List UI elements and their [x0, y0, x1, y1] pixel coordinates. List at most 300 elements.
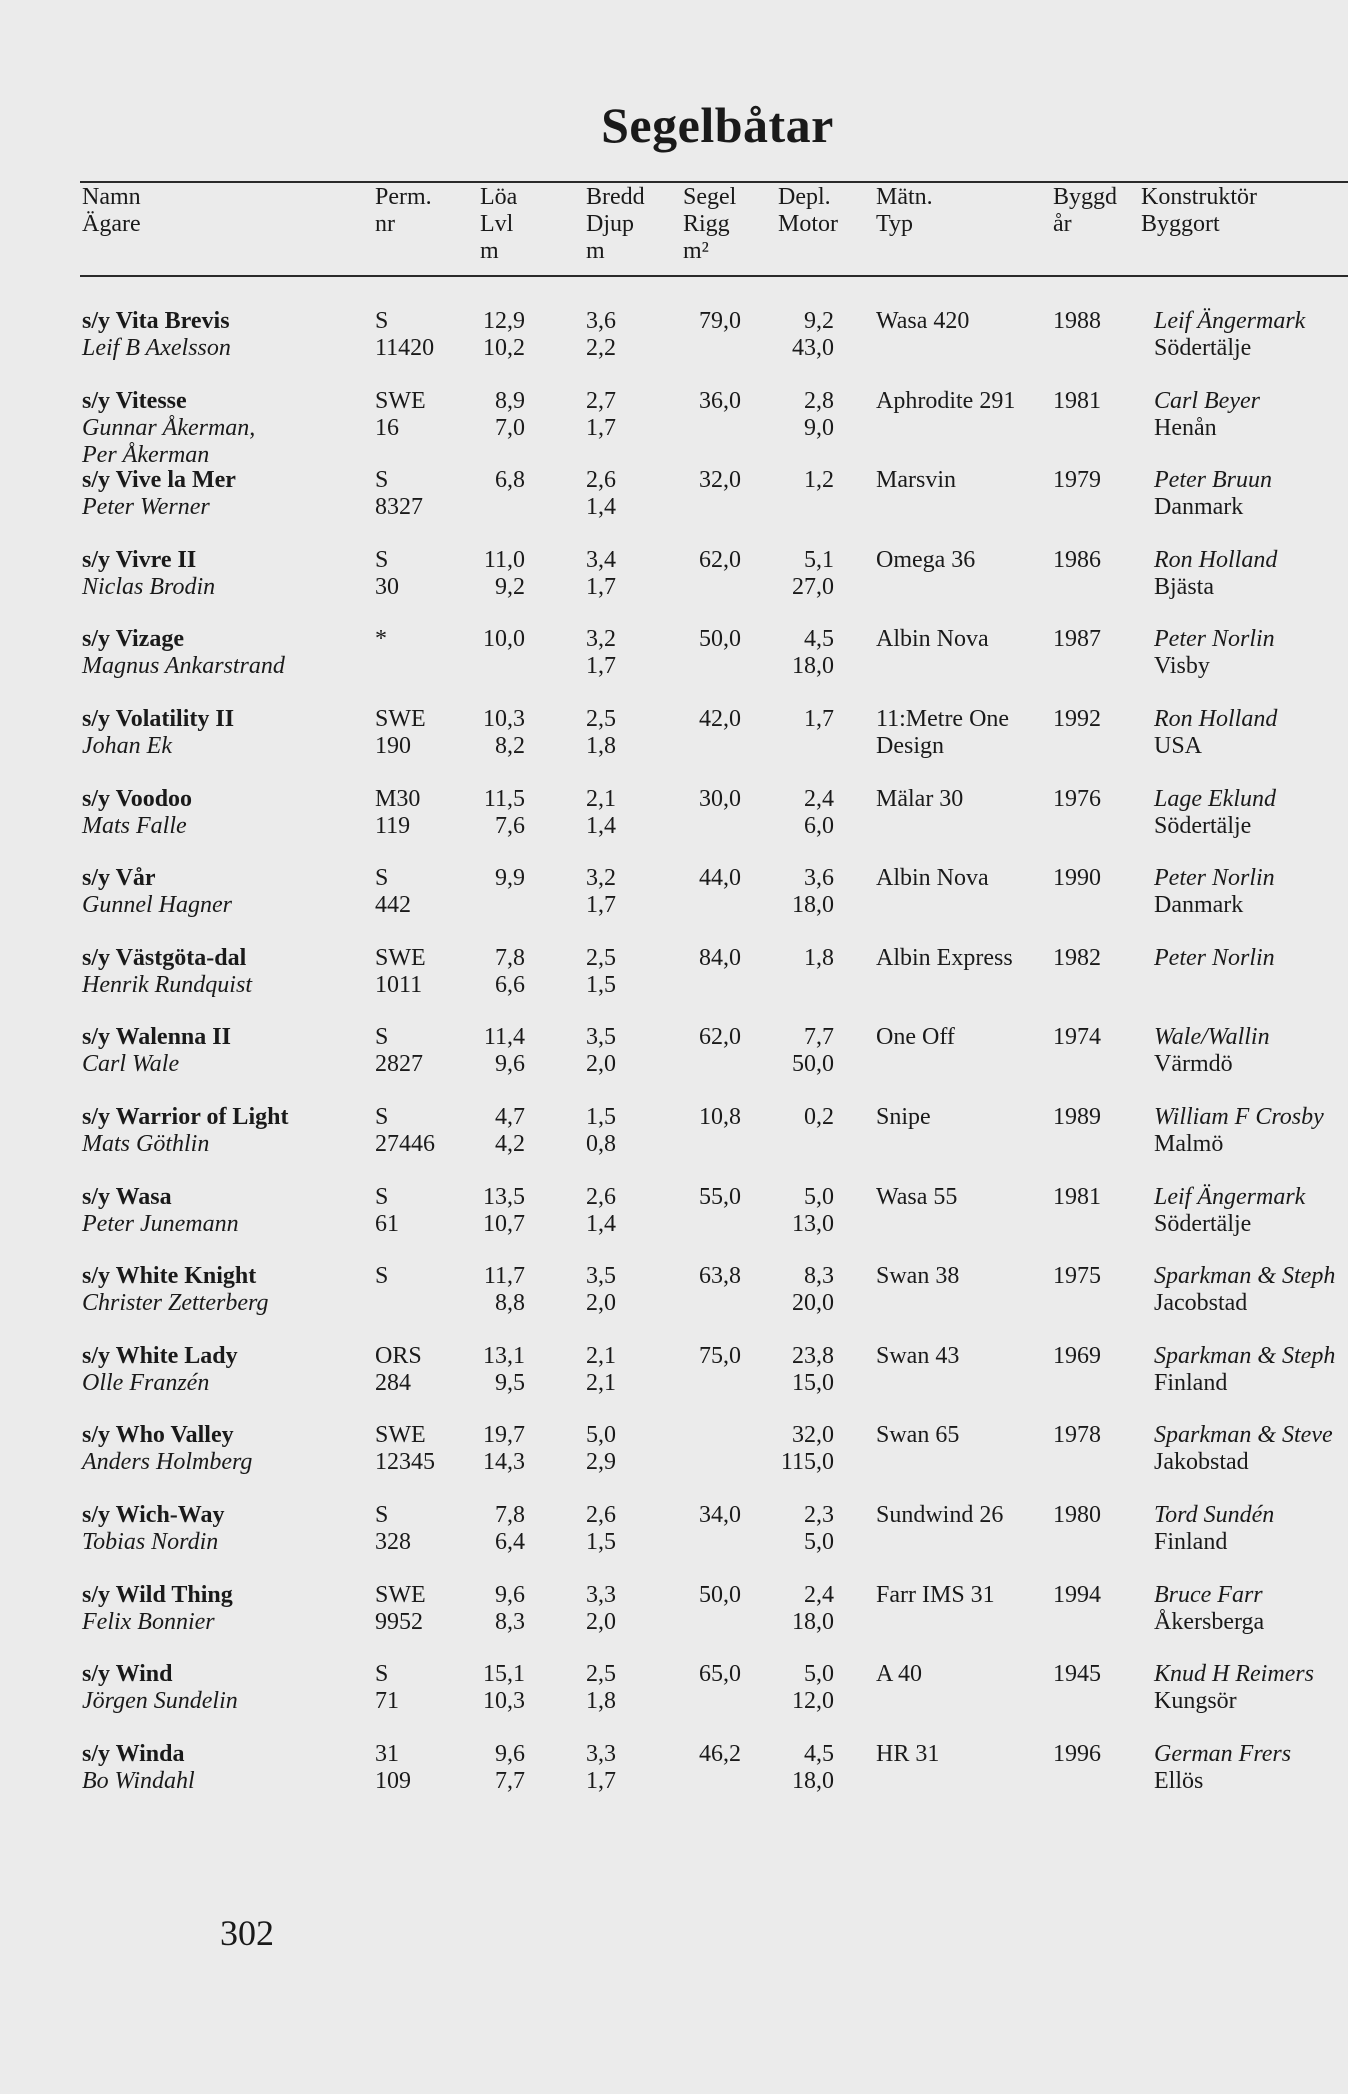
designer-cell — [1154, 1184, 1305, 1238]
place-name: Danmark — [1154, 892, 1244, 919]
typ-value: Wasa 55 — [876, 1183, 958, 1210]
name-cell — [82, 547, 215, 601]
perm-cell — [375, 1502, 411, 1556]
perm-cell — [375, 467, 423, 521]
nr-value: 30 — [375, 573, 399, 600]
place-name: Åkersberga — [1154, 1608, 1265, 1635]
boat-name: s/y Wich-Way — [82, 1502, 225, 1528]
header-rigg-label: Rigg — [683, 211, 730, 237]
segel-cell — [699, 706, 741, 733]
depl-value: 7,7 — [804, 1024, 834, 1051]
place-name: Södertälje — [1154, 335, 1252, 361]
year-value: 1996 — [1053, 1740, 1101, 1767]
perm-cell — [375, 1582, 426, 1636]
header-matn-label: Mätn. — [876, 184, 933, 210]
bredd-value: 3,5 — [586, 1024, 616, 1051]
perm-cell — [375, 1661, 399, 1715]
motor-value — [804, 494, 834, 521]
depl-value: 4,5 — [804, 1740, 834, 1767]
perm-value: SWE — [375, 1581, 426, 1608]
nr-value: 119 — [375, 812, 411, 839]
boat-entry — [0, 547, 1348, 625]
owner-name: Magnus Ankarstrand — [82, 653, 285, 680]
loa-value: 10,3 — [483, 706, 525, 732]
year-cell — [1053, 1024, 1101, 1051]
perm-value: S — [375, 1024, 389, 1051]
nr-value: 1011 — [375, 971, 423, 998]
bredd-value: 3,2 — [586, 865, 616, 892]
bredd-cell — [586, 786, 616, 840]
depl-cell — [804, 467, 834, 521]
bredd-cell — [586, 706, 616, 760]
perm-value: SWE — [375, 706, 426, 732]
year-cell — [1053, 1184, 1101, 1211]
typ-value: Albin Express — [876, 944, 1013, 971]
year-value: 1981 — [1053, 387, 1101, 414]
typ-value: Albin Nova — [876, 865, 989, 892]
typ-value: Snipe — [876, 1104, 931, 1130]
lvl-value: 7,7 — [495, 1767, 525, 1794]
loa-value: 12,9 — [483, 308, 525, 334]
name-cell — [82, 1582, 233, 1636]
depl-cell — [804, 786, 834, 840]
bredd-value: 3,2 — [586, 626, 616, 653]
segel-cell — [699, 865, 741, 892]
segel-cell — [699, 308, 741, 335]
boat-name: s/y Voodoo — [82, 785, 193, 812]
typ-value: Omega 36 — [876, 546, 976, 573]
name-cell — [82, 1741, 195, 1795]
loa-value: 13,5 — [483, 1183, 525, 1210]
typ-cell — [876, 1263, 959, 1290]
boat-entry — [0, 865, 1348, 943]
header-bredd — [586, 184, 645, 265]
depl-cell — [804, 1502, 834, 1556]
depl-value: 2,4 — [804, 1581, 834, 1608]
djup-value: 2,0 — [586, 1051, 616, 1078]
loa-cell — [495, 865, 525, 919]
bredd-cell — [586, 467, 616, 521]
place-name: Bjästa — [1154, 573, 1214, 600]
place-name: Danmark — [1154, 494, 1244, 521]
typ-cell — [876, 865, 989, 892]
year-value: 1981 — [1053, 1183, 1101, 1210]
lvl-value: 7,6 — [495, 812, 525, 839]
segel-value: 34,0 — [699, 1502, 741, 1528]
segel-cell — [699, 1184, 741, 1211]
depl-cell — [792, 1024, 834, 1078]
typ-cell — [876, 388, 1015, 415]
djup-value: 1,5 — [586, 1529, 616, 1555]
motor-value: 6,0 — [804, 812, 834, 839]
perm-cell — [375, 1104, 435, 1158]
nr-value: 328 — [375, 1529, 411, 1555]
loa-value: 7,8 — [495, 1502, 525, 1528]
loa-cell — [483, 706, 525, 760]
motor-value: 18,0 — [792, 653, 834, 680]
year-value: 1990 — [1053, 865, 1101, 892]
header-agare-label: Ägare — [82, 211, 141, 237]
loa-value: 8,9 — [495, 387, 525, 414]
name-cell — [82, 388, 255, 469]
designer-cell — [1154, 706, 1277, 760]
year-value: 1969 — [1053, 1342, 1101, 1369]
name-cell — [82, 865, 232, 919]
designer-name: Knud H Reimers — [1154, 1661, 1314, 1688]
owner-name: Peter Junemann — [82, 1210, 239, 1237]
designer-name: Sparkman & Steve — [1154, 1422, 1333, 1449]
loa-value: 9,6 — [495, 1581, 525, 1608]
loa-value: 11,0 — [483, 546, 525, 573]
typ-value: Swan 65 — [876, 1422, 960, 1449]
designer-name: Sparkman & Steph — [1154, 1263, 1336, 1290]
perm-cell — [375, 626, 387, 680]
nr-value: 27446 — [375, 1131, 435, 1157]
segel-cell — [699, 1502, 741, 1529]
segel-value: 44,0 — [699, 865, 741, 892]
year-cell — [1053, 388, 1101, 415]
perm-value: S — [375, 467, 389, 494]
header-loa — [480, 184, 517, 265]
djup-value: 2,2 — [586, 335, 616, 361]
bredd-cell — [586, 1024, 616, 1078]
owner-name: Gunnel Hagner — [82, 892, 232, 919]
depl-value: 5,1 — [804, 546, 834, 573]
perm-cell — [375, 388, 426, 442]
typ-cell — [876, 1502, 1003, 1529]
loa-cell — [495, 1502, 525, 1556]
bredd-cell — [586, 865, 616, 919]
perm-value: 31 — [375, 1740, 399, 1767]
header-konstruktor — [1141, 184, 1257, 238]
perm-cell — [375, 865, 411, 919]
perm-cell — [375, 945, 426, 999]
segel-value: 10,8 — [699, 1104, 741, 1130]
name-cell — [82, 1104, 288, 1158]
place-name: Värmdö — [1154, 1051, 1233, 1078]
header-ar-label: år — [1053, 211, 1072, 237]
designer-cell — [1154, 1422, 1333, 1476]
year-value: 1975 — [1053, 1263, 1101, 1290]
typ-value: Albin Nova — [876, 626, 989, 653]
lvl-value: 6,6 — [495, 971, 525, 998]
bredd-value: 2,6 — [586, 467, 616, 494]
header-nr-label: nr — [375, 211, 395, 237]
place-name: Jacobstad — [1154, 1290, 1248, 1317]
loa-value: 6,8 — [495, 467, 525, 494]
owner-name: Olle Franzén — [82, 1369, 210, 1396]
perm-cell — [375, 706, 426, 760]
motor-value: 27,0 — [792, 573, 834, 600]
perm-value: S — [375, 308, 389, 334]
boat-entry — [0, 1104, 1348, 1182]
depl-value: 5,0 — [804, 1183, 834, 1210]
place-name: Visby — [1154, 653, 1210, 680]
loa-cell — [495, 467, 525, 521]
perm-value: SWE — [375, 387, 426, 414]
segel-cell — [699, 1104, 741, 1131]
year-cell — [1053, 547, 1101, 574]
designer-name: Tord Sundén — [1154, 1502, 1275, 1528]
typ-value: Swan 43 — [876, 1342, 960, 1369]
loa-value: 7,8 — [495, 944, 525, 971]
lvl-value — [483, 653, 525, 680]
designer-cell — [1154, 1104, 1324, 1158]
typ-value: HR 31 — [876, 1740, 940, 1767]
loa-cell — [483, 1184, 525, 1238]
bredd-cell — [586, 388, 616, 442]
typ-value: Wasa 420 — [876, 308, 970, 334]
depl-cell — [804, 1104, 834, 1158]
perm-cell — [375, 1343, 422, 1397]
place-name: Södertälje — [1154, 812, 1252, 839]
owner-name: Felix Bonnier — [82, 1608, 215, 1635]
djup-value: 2,1 — [586, 1369, 616, 1396]
segel-value: 50,0 — [699, 626, 741, 653]
bredd-value: 3,6 — [586, 308, 616, 334]
boat-name: s/y Who Valley — [82, 1422, 234, 1449]
designer-cell — [1154, 388, 1260, 442]
owner-name: Bo Windahl — [82, 1767, 195, 1794]
header-namn-label: Namn — [82, 184, 141, 210]
loa-value: 11,4 — [483, 1024, 525, 1051]
loa-cell — [483, 308, 525, 362]
bredd-value: 2,1 — [586, 785, 616, 812]
segel-cell — [699, 626, 741, 653]
year-value: 1982 — [1053, 944, 1101, 971]
motor-value: 13,0 — [792, 1210, 834, 1237]
place-name: Henån — [1154, 414, 1217, 441]
segel-value: 62,0 — [699, 546, 741, 573]
name-cell — [82, 945, 252, 999]
designer-name: Ron Holland — [1154, 706, 1278, 732]
designer-cell — [1154, 1343, 1335, 1397]
nr-value — [375, 653, 387, 680]
motor-value: 115,0 — [780, 1449, 834, 1476]
boat-entry — [0, 1661, 1348, 1739]
bredd-cell — [586, 1582, 616, 1636]
designer-name: Wale/Wallin — [1154, 1024, 1270, 1051]
boat-entry — [0, 1343, 1348, 1421]
perm-cell — [375, 1741, 411, 1795]
boat-entry — [0, 1263, 1348, 1341]
designer-cell — [1154, 945, 1275, 999]
boat-name: s/y White Knight — [82, 1263, 257, 1290]
segel-value: 65,0 — [699, 1661, 741, 1688]
loa-cell — [484, 547, 525, 601]
typ-value: Aphrodite 291 — [876, 387, 1016, 414]
owner-name: Tobias Nordin — [82, 1529, 219, 1555]
lvl-value: 8,2 — [495, 733, 525, 759]
page-number: 302 — [220, 1913, 274, 1953]
segel-cell — [699, 467, 741, 494]
segel-value: 75,0 — [699, 1342, 741, 1369]
bredd-value: 3,3 — [586, 1581, 616, 1608]
place-name: Finland — [1154, 1369, 1228, 1396]
year-cell — [1053, 308, 1101, 335]
loa-cell — [484, 1024, 525, 1078]
lvl-value: 10,3 — [483, 1688, 525, 1715]
year-value: 1988 — [1053, 308, 1101, 334]
loa-cell — [483, 1343, 525, 1397]
loa-value: 9,9 — [495, 865, 525, 892]
djup-value: 0,8 — [586, 1131, 616, 1157]
owner-name: Jörgen Sundelin — [82, 1688, 238, 1715]
nr-value: 190 — [375, 733, 411, 759]
djup-value: 1,7 — [586, 1767, 616, 1794]
typ-cell — [876, 547, 975, 574]
year-value: 1987 — [1053, 626, 1101, 653]
boat-name: s/y Wind — [82, 1661, 173, 1688]
bredd-cell — [586, 547, 616, 601]
segel-value: 84,0 — [699, 944, 741, 971]
designer-cell — [1154, 786, 1276, 840]
lvl-value — [495, 892, 525, 919]
segel-value: 42,0 — [699, 706, 741, 732]
depl-cell — [792, 626, 834, 680]
lvl-value: 8,8 — [495, 1290, 525, 1317]
depl-cell — [792, 547, 834, 601]
perm-cell — [375, 1263, 388, 1317]
perm-value: M30 — [375, 785, 421, 812]
name-cell — [82, 1024, 231, 1078]
name-cell — [82, 1661, 238, 1715]
typ-cell — [876, 1582, 995, 1609]
bredd-value: 2,5 — [586, 706, 616, 732]
djup-value: 2,0 — [586, 1608, 616, 1635]
loa-cell — [495, 1104, 525, 1158]
owner-name: Christer Zetterberg — [82, 1290, 269, 1317]
typ-cell — [876, 706, 1009, 760]
designer-cell — [1154, 626, 1275, 680]
designer-cell — [1154, 308, 1305, 362]
name-cell — [82, 1343, 238, 1397]
bredd-cell — [586, 945, 616, 999]
header-segel — [683, 184, 736, 265]
typ-cell — [876, 1661, 922, 1688]
motor-value: 18,0 — [792, 1608, 834, 1635]
year-cell — [1053, 1582, 1101, 1609]
boat-name: s/y Vita Brevis — [82, 308, 230, 334]
boat-entry — [0, 626, 1348, 704]
year-cell — [1053, 1502, 1101, 1529]
motor-value: 9,0 — [804, 414, 834, 441]
lvl-value — [495, 494, 525, 521]
designer-cell — [1154, 547, 1277, 601]
place-name — [1154, 972, 1275, 999]
typ-cell — [876, 945, 1013, 972]
segel-cell — [699, 786, 741, 813]
header-motor-label: Motor — [778, 211, 838, 237]
designer-name: Leif Ängermark — [1154, 308, 1306, 334]
year-value: 1978 — [1053, 1422, 1101, 1449]
designer-cell — [1154, 1661, 1314, 1715]
header-bredd-unit: m — [586, 238, 605, 264]
header-byggort-label: Byggort — [1141, 211, 1220, 237]
typ-value: Swan 38 — [876, 1263, 960, 1290]
loa-cell — [484, 1263, 525, 1317]
nr-value: 12345 — [375, 1449, 435, 1476]
boat-entry — [0, 1422, 1348, 1500]
boat-entry — [0, 1741, 1348, 1819]
typ-value: Farr IMS 31 — [876, 1581, 995, 1608]
owner-name: Leif B Axelsson — [82, 335, 231, 361]
bredd-cell — [586, 1422, 616, 1476]
lvl-value: 9,5 — [495, 1369, 525, 1396]
motor-value: 15,0 — [792, 1369, 834, 1396]
nr-value — [375, 1290, 388, 1317]
header-segel-unit: m² — [683, 238, 709, 264]
djup-value: 1,4 — [586, 494, 616, 521]
perm-value: SWE — [375, 1422, 426, 1449]
typ-cell — [876, 1184, 957, 1211]
typ-value: Design — [876, 733, 944, 759]
depl-value: 2,4 — [804, 785, 834, 812]
designer-name: Peter Norlin — [1154, 944, 1275, 971]
typ-cell — [876, 786, 963, 813]
lvl-value: 8,3 — [495, 1608, 525, 1635]
segel-value: 36,0 — [699, 387, 741, 414]
bredd-value: 3,5 — [586, 1263, 616, 1290]
segel-cell — [699, 388, 741, 415]
djup-value: 1,8 — [586, 1688, 616, 1715]
djup-value: 1,7 — [586, 653, 616, 680]
designer-name: Leif Ängermark — [1154, 1183, 1306, 1210]
page-title: Segelbåtar — [601, 97, 834, 153]
designer-name: Peter Bruun — [1154, 467, 1272, 494]
depl-cell — [792, 1184, 834, 1238]
depl-cell — [804, 388, 834, 442]
place-name: Malmö — [1154, 1131, 1224, 1157]
typ-cell — [876, 1343, 959, 1370]
year-cell — [1053, 1422, 1101, 1449]
perm-value: SWE — [375, 944, 426, 971]
bredd-value: 3,4 — [586, 546, 616, 573]
loa-value: 19,7 — [483, 1422, 525, 1449]
depl-cell — [792, 1582, 834, 1636]
nr-value: 16 — [375, 414, 399, 441]
depl-value: 32,0 — [792, 1422, 834, 1449]
year-value: 1980 — [1053, 1502, 1101, 1528]
designer-name: Peter Norlin — [1154, 865, 1275, 892]
motor-value: 12,0 — [792, 1688, 834, 1715]
loa-cell — [495, 1582, 525, 1636]
lvl-value: 9,6 — [495, 1051, 525, 1078]
boat-entry — [0, 1024, 1348, 1102]
typ-value: Marsvin — [876, 467, 956, 494]
perm-cell — [375, 308, 434, 362]
motor-value: 50,0 — [792, 1051, 834, 1078]
djup-value: 1,7 — [586, 892, 616, 919]
year-cell — [1053, 1661, 1101, 1688]
djup-value: 2,9 — [586, 1449, 616, 1476]
designer-cell — [1154, 1024, 1270, 1078]
djup-value: 1,7 — [586, 573, 616, 600]
bredd-value: 3,3 — [586, 1740, 616, 1767]
place-name: Finland — [1154, 1529, 1228, 1555]
segel-cell — [699, 1024, 741, 1051]
djup-value: 1,5 — [586, 971, 616, 998]
nr-value: 442 — [375, 892, 411, 919]
depl-value: 1,8 — [804, 944, 834, 971]
perm-value: S — [375, 1263, 389, 1290]
loa-cell — [495, 1741, 525, 1795]
bredd-cell — [586, 1184, 616, 1238]
segel-cell — [699, 1582, 741, 1609]
boat-name: s/y Wild Thing — [82, 1581, 233, 1608]
header-perm-label: Perm. — [375, 184, 432, 210]
perm-value: S — [375, 1502, 389, 1528]
